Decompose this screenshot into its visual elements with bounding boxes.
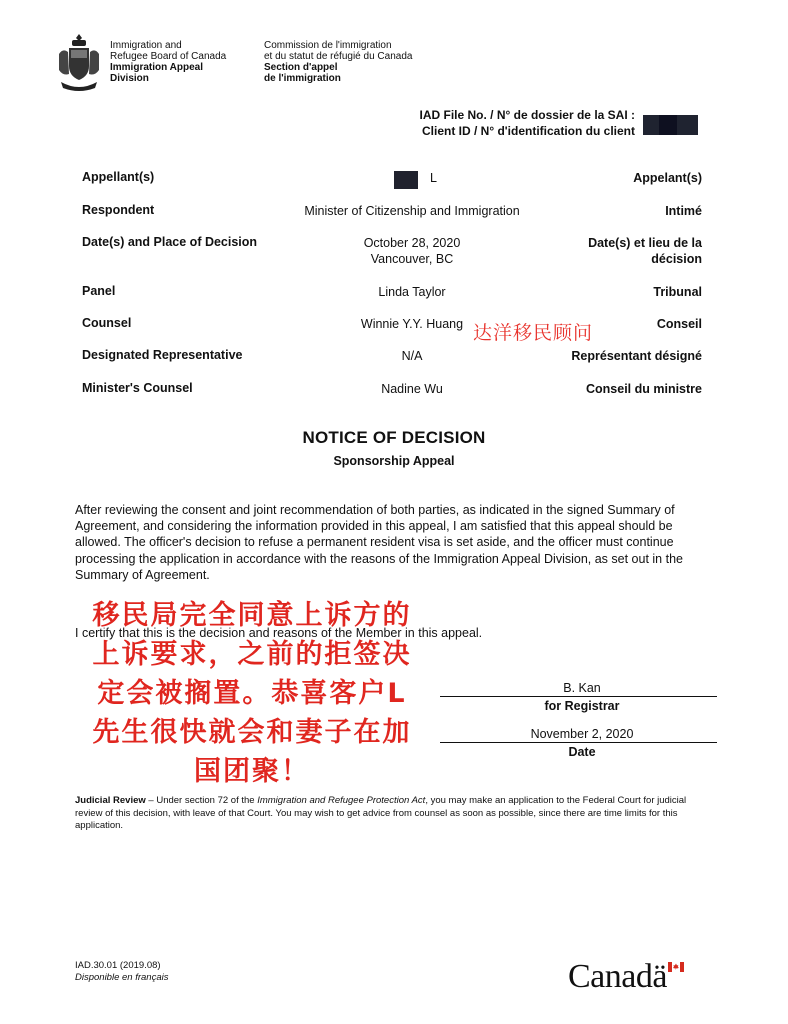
appellant-label-fr: Appelant(s): [633, 171, 702, 185]
coat-of-arms-icon: [57, 32, 101, 92]
counsel-label-fr: Conseil: [656, 317, 702, 331]
respondent-value: Minister of Citizenship and Immigration: [304, 204, 520, 218]
signatory-role: for Registrar: [544, 699, 620, 713]
form-number: IAD.30.01 (2019.08) Disponible en français: [75, 960, 169, 983]
respondent-label-fr: Intimé: [665, 204, 702, 218]
agency-watermark-text: 达洋移民顾问: [473, 318, 593, 345]
designated-rep-label-fr: Représentant désigné: [571, 349, 702, 363]
signature-line: [440, 696, 717, 697]
counsel-label: Counsel: [82, 316, 132, 330]
date-place-label: Date(s) and Place of Decision: [82, 235, 258, 249]
certification-statement: I certify that this is the decision and reasons of the Member in this appeal.: [75, 626, 483, 640]
date-line: [440, 742, 717, 743]
respondent-label: Respondent: [82, 203, 155, 217]
date-place-value: [272, 235, 552, 267]
judicial-review-notice: Judicial Review – Under section 72 of the Immigration and Refugee Protection Act, you may make an application to the Federal Court for judicial review of this decision, with leave of that Court. You may wish to get advice from counsel as soon as possible, since there are time limits for this application.: [75, 795, 687, 831]
decision-date: October 28, 2020: [363, 236, 461, 250]
ministers-counsel-label-fr: Conseil du ministre: [586, 382, 702, 396]
designated-rep-label: Designated Representative: [82, 348, 243, 362]
panel-label-fr: Tribunal: [653, 285, 702, 299]
signature-date: November 2, 2020: [530, 727, 634, 741]
chinese-annotation-overlay: 移民局完全同意上诉方的 上诉要求，之前的拒签决 定会被搁置。恭喜客户L 先生很快就会和妻子在加 国团聚！: [92, 600, 412, 787]
date-label: Date: [568, 745, 596, 759]
decision-place: Vancouver, BC: [370, 252, 454, 266]
appellant-value: L: [430, 171, 437, 185]
date-place-label-fr: Date(s) et lieu de la décision: [588, 236, 702, 266]
client-id-label: Client ID / N° d'identification du client: [422, 124, 635, 138]
canada-wordmark: Canadä: [568, 958, 667, 995]
canada-flag-icon: [668, 962, 684, 972]
agency-name-english: Immigration and Refugee Board of Canada Immigration Appeal Division: [110, 40, 227, 84]
counsel-value: Winnie Y.Y. Huang: [360, 317, 464, 331]
designated-rep-value: N/A: [401, 349, 423, 363]
file-number-block: [419, 107, 635, 139]
panel-label: Panel: [82, 284, 116, 298]
redaction-client-id: [643, 115, 698, 135]
agency-name-french: Commission de l'immigration et du statut de réfugié du Canada Section d'appel de l'immigration: [264, 40, 413, 84]
redaction-appellant-name: [394, 171, 418, 189]
appellant-label: Appellant(s): [82, 170, 155, 184]
french-availability-note: Disponible en français: [75, 972, 169, 983]
signatory-name: B. Kan: [563, 681, 601, 695]
ministers-counsel-label: Minister's Counsel: [82, 381, 193, 395]
decision-paragraph: After reviewing the consent and joint recommendation of both parties, as indicated in the signed Summary of Agreement, and considering the information provided in this appeal, I am satisfied that this appeal should be allowed. The officer's decision to refuse a permanent resident visa is set aside, and the officer must continue processing the application in accordance with the reasons of the Immigration Appeal Division, as set out in the Summary of Agreement.: [75, 503, 683, 582]
ministers-counsel-value: Nadine Wu: [381, 382, 443, 396]
panel-value: Linda Taylor: [378, 285, 446, 299]
file-number-label: IAD File No. / N° de dossier de la SAI :: [419, 108, 635, 122]
notice-subtitle: Sponsorship Appeal: [333, 454, 455, 468]
notice-title: NOTICE OF DECISION: [302, 428, 486, 447]
